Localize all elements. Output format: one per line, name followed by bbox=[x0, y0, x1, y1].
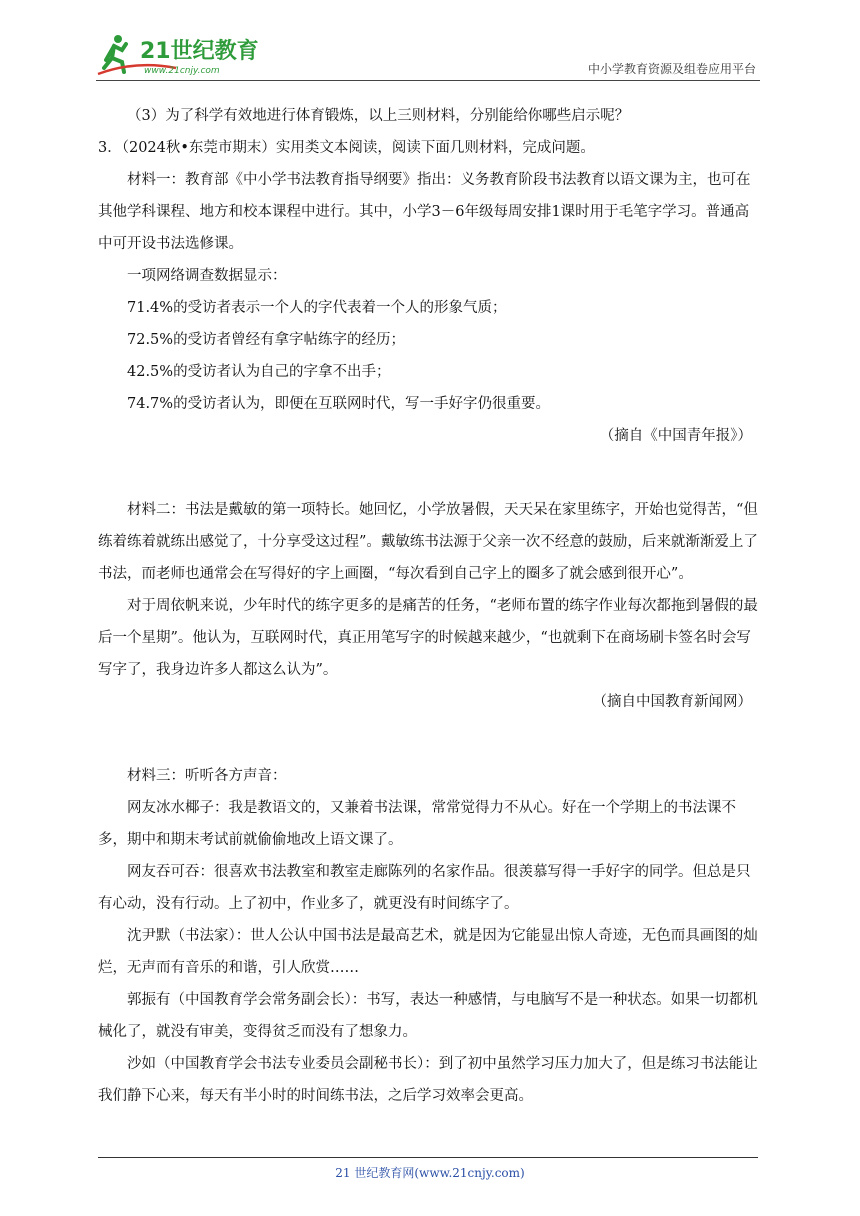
voice-paragraph: 郭振有（中国教育学会常务副会长）：书写，表达一种感情，与电脑写不是一种状态。如果一切都机械化了，就没有审美，变得贫乏而没有了想象力。 bbox=[98, 992, 758, 1040]
voice-paragraph: 沈尹默（书法家）：世人公认中国书法是最高艺术，就是因为它能显出惊人奇迹，无色而具画图的灿烂，无声而有音乐的和谐，引人欣赏…… bbox=[98, 928, 758, 976]
voice-paragraph: 网友冰水椰子：我是教语文的，又兼着书法课，常常觉得力不从心。好在一个学期上的书法课不多，期中和期末考试前就偷偷地改上语文课了。 bbox=[98, 800, 736, 848]
site-logo bbox=[96, 30, 266, 80]
footer-divider bbox=[98, 1157, 758, 1158]
survey-item: 72.5%的受访者曾经有拿字帖练字的经历； bbox=[127, 332, 406, 348]
material-2-paragraph-2: 对于周依帆来说，少年时代的练字更多的是痛苦的任务，“老师布置的练字作业每次都拖到暑假的最后一个星期”。他认为，互联网时代，真正用笔写字的时候越来越少，“也就剩下在商场刷卡签名时会写写字了，我身边许多人都这么认为”。 bbox=[98, 598, 758, 678]
svg-text:www.21cnjy.com: www.21cnjy.com bbox=[144, 66, 220, 76]
material-3-title: 材料三：听听各方声音： bbox=[127, 768, 287, 784]
platform-name: 中小学教育资源及组卷应用平台 bbox=[587, 62, 756, 76]
survey-intro: 一项网络调查数据显示： bbox=[127, 268, 287, 284]
survey-item: 42.5%的受访者认为自己的字拿不出手； bbox=[127, 364, 391, 380]
material-2-paragraph-1: 材料二：书法是戴敏的第一项特长。她回忆，小学放暑假，天天呆在家里练字，开始也觉得苦，“但练着练着就练出感觉了，十分享受这过程”。戴敏练书法源于父亲一次不经意的鼓励，后来就渐渐爱上了书法，而老师也通常会在写得好的字上画圈，“每次看到自己字上的圈多了就会感到很开心”。 bbox=[98, 502, 758, 582]
question-3-subpart: （3）为了科学有效地进行体育锻炼，以上三则材料，分别能给你哪些启示呢？ bbox=[127, 108, 630, 124]
survey-item: 74.7%的受访者认为，即便在互联网时代，写一手好字仍很重要。 bbox=[127, 396, 551, 412]
question-3-title: 3．（2024秋•东莞市期末）实用类文本阅读，阅读下面几则材料，完成问题。 bbox=[98, 140, 595, 156]
header-divider bbox=[96, 80, 760, 81]
document-body bbox=[98, 100, 760, 1112]
page-header bbox=[96, 30, 760, 82]
voice-paragraph: 沙如（中国教育学会书法专业委员会副秘书长）：到了初中虽然学习压力加大了，但是练习书法能让我们静下心来，每天有半小时的时间练书法，之后学习效率会更高。 bbox=[98, 1056, 758, 1104]
page-footer: 21 世纪教育网(www.21cnjy.com) bbox=[335, 1166, 525, 1180]
material-2-source: （摘自中国教育新闻网） bbox=[592, 694, 752, 710]
voice-paragraph: 网友吞可吞：很喜欢书法教室和教室走廊陈列的名家作品。很羡慕写得一手好字的同学。但总是只有心动，没有行动。上了初中，作业多了，就更没有时间练字了。 bbox=[98, 864, 751, 912]
material-1-source: （摘自《中国青年报》） bbox=[599, 428, 752, 444]
svg-text:21世纪教育: 21世纪教育 bbox=[140, 39, 259, 64]
survey-item: 71.4%的受访者表示一个人的字代表着一个人的形象气质； bbox=[127, 300, 507, 316]
material-1-paragraph: 材料一：教育部《中小学书法教育指导纲要》指出：义务教育阶段书法教育以语文课为主，也可在其他学科课程、地方和校本课程中进行。其中，小学3－6年级每周安排1课时用于毛笔字学习。普通高中可开设书法选修课。 bbox=[98, 172, 751, 252]
